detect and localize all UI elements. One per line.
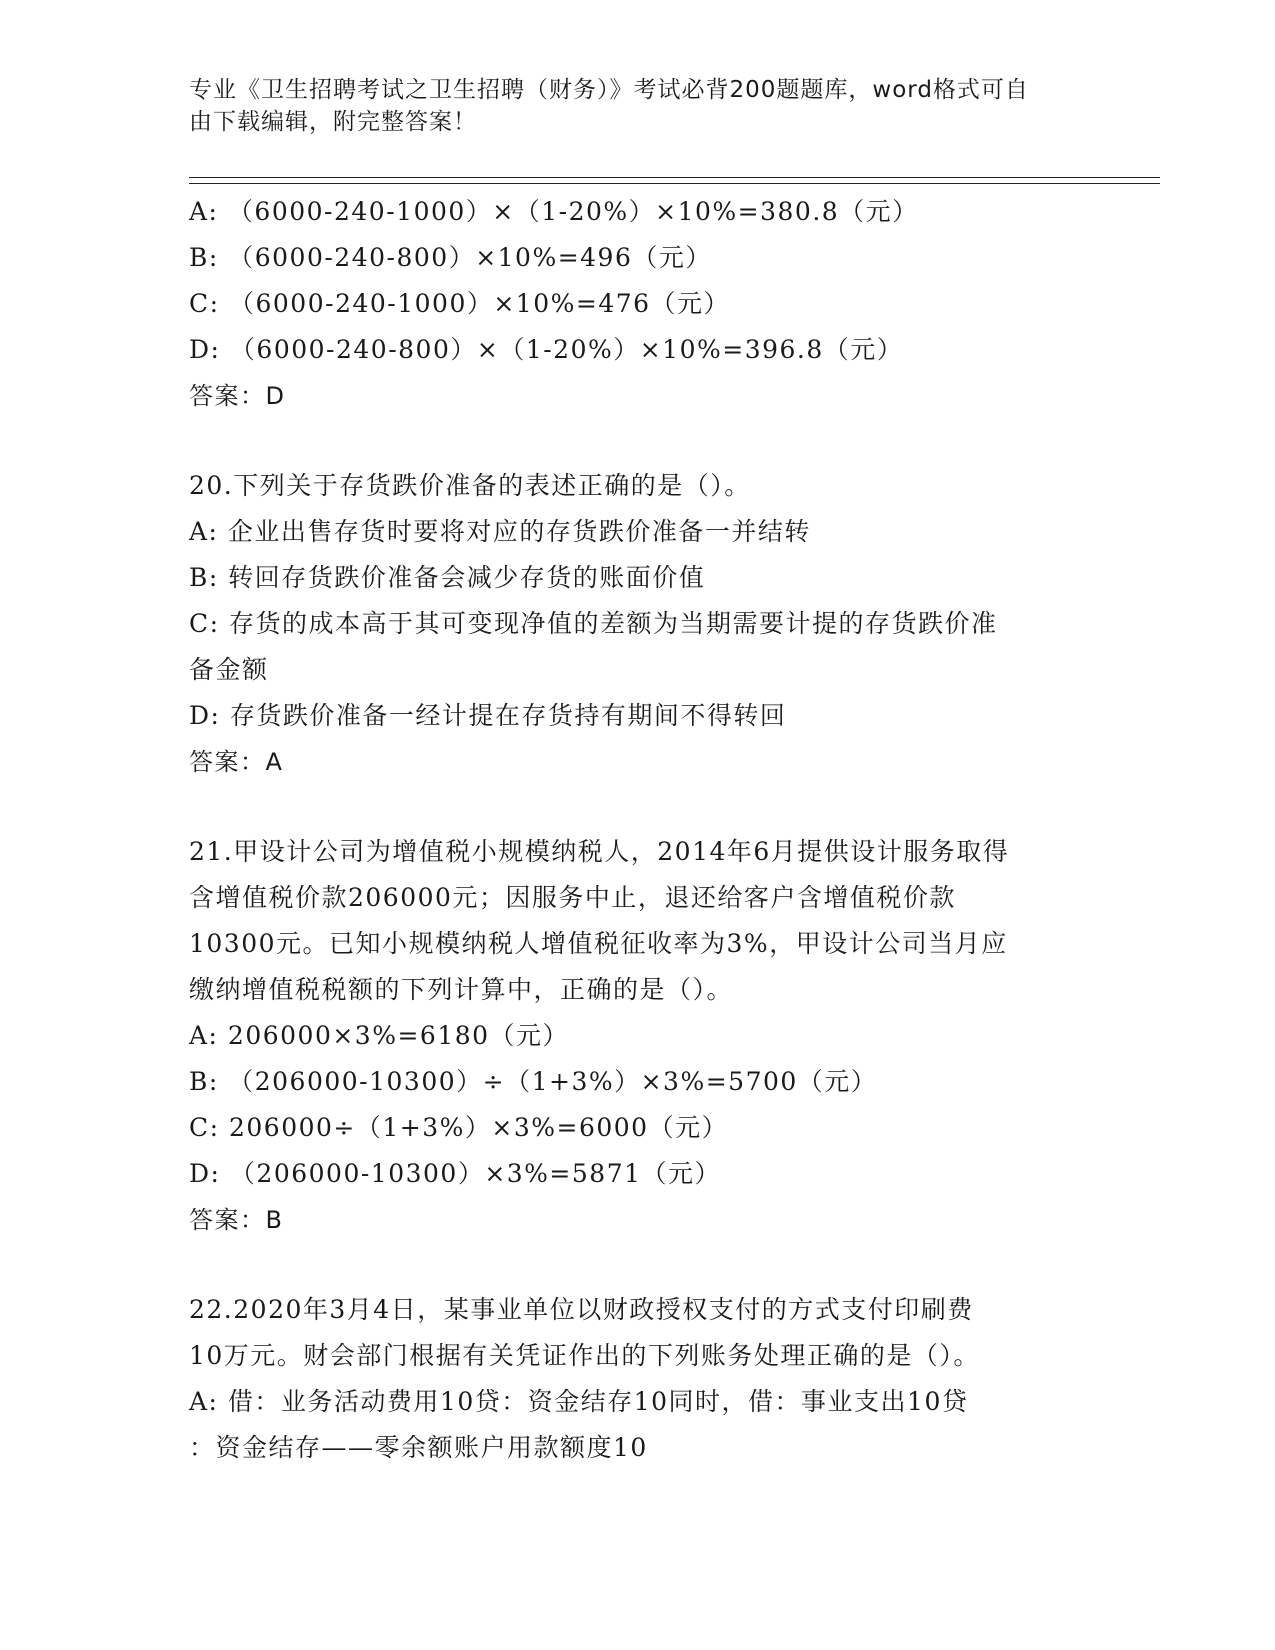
option-a: A: （6000-240-1000）×（1-20%）×10%=380.8（元） bbox=[189, 197, 919, 226]
question-stem: 含增值税价款206000元；因服务中止，退还给客户含增值税价款 bbox=[189, 883, 956, 912]
spacer bbox=[189, 419, 1089, 463]
question-stem: 10万元。财会部门根据有关凭证作出的下列账务处理正确的是（）。 bbox=[189, 1341, 980, 1370]
question-stem: 21.甲设计公司为增值税小规模纳税人，2014年6月提供设计服务取得 bbox=[189, 837, 1010, 866]
question-22-block bbox=[189, 1287, 1089, 1471]
option-d: D: （206000-10300）×3%=5871（元） bbox=[189, 1159, 722, 1188]
option-b: B: （6000-240-800）×10%=496（元） bbox=[189, 243, 712, 272]
option-a: A: 企业出售存货时要将对应的存货跌价准备一并结转 bbox=[189, 517, 811, 546]
question-21-block bbox=[189, 829, 1089, 1243]
option-b: B: 转回存货跌价准备会减少存货的账面价值 bbox=[189, 563, 706, 592]
answer-line: 答案：A bbox=[189, 748, 284, 776]
spacer bbox=[189, 785, 1089, 829]
header-divider-bottom bbox=[189, 183, 1160, 184]
option-c-continued: 备金额 bbox=[189, 655, 269, 684]
question-stem: 缴纳增值税税额的下列计算中，正确的是（）。 bbox=[189, 975, 734, 1004]
answer-line: 答案：D bbox=[189, 382, 286, 410]
question-stem: 22.2020年3月4日，某事业单位以财政授权支付的方式支付印刷费 bbox=[189, 1295, 974, 1324]
document-body bbox=[189, 189, 1089, 1471]
header-line-1: 专业《卫生招聘考试之卫生招聘（财务）》考试必背200题题库，word格式可自 bbox=[189, 77, 1029, 103]
option-d: D: （6000-240-800）×（1-20%）×10%=396.8（元） bbox=[189, 335, 904, 364]
option-a: A: 206000×3%=6180（元） bbox=[189, 1021, 570, 1050]
option-c: C: 206000÷（1+3%）×3%=6000（元） bbox=[189, 1113, 729, 1142]
question-19-block bbox=[189, 189, 1089, 419]
answer-line: 答案：B bbox=[189, 1206, 284, 1234]
option-a-continued: ：资金结存——零余额账户用款额度10 bbox=[189, 1433, 648, 1462]
option-a: A: 借：业务活动费用10贷：资金结存10同时，借：事业支出10贷 bbox=[189, 1387, 969, 1416]
option-b: B: （206000-10300）÷（1+3%）×3%=5700（元） bbox=[189, 1067, 878, 1096]
question-stem: 10300元。已知小规模纳税人增值税征收率为3%，甲设计公司当月应 bbox=[189, 929, 1008, 958]
question-stem: 20.下列关于存货跌价准备的表述正确的是（）。 bbox=[189, 471, 751, 500]
question-20-block bbox=[189, 463, 1089, 785]
header-divider-top bbox=[189, 177, 1160, 178]
option-c: C: （6000-240-1000）×10%=476（元） bbox=[189, 289, 731, 318]
spacer bbox=[189, 1243, 1089, 1287]
header-line-2: 由下载编辑，附完整答案！ bbox=[189, 109, 477, 135]
option-c: C: 存货的成本高于其可变现净值的差额为当期需要计提的存货跌价准 bbox=[189, 609, 998, 638]
document-header bbox=[189, 74, 1069, 138]
option-d: D: 存货跌价准备一经计提在存货持有期间不得转回 bbox=[189, 701, 787, 730]
